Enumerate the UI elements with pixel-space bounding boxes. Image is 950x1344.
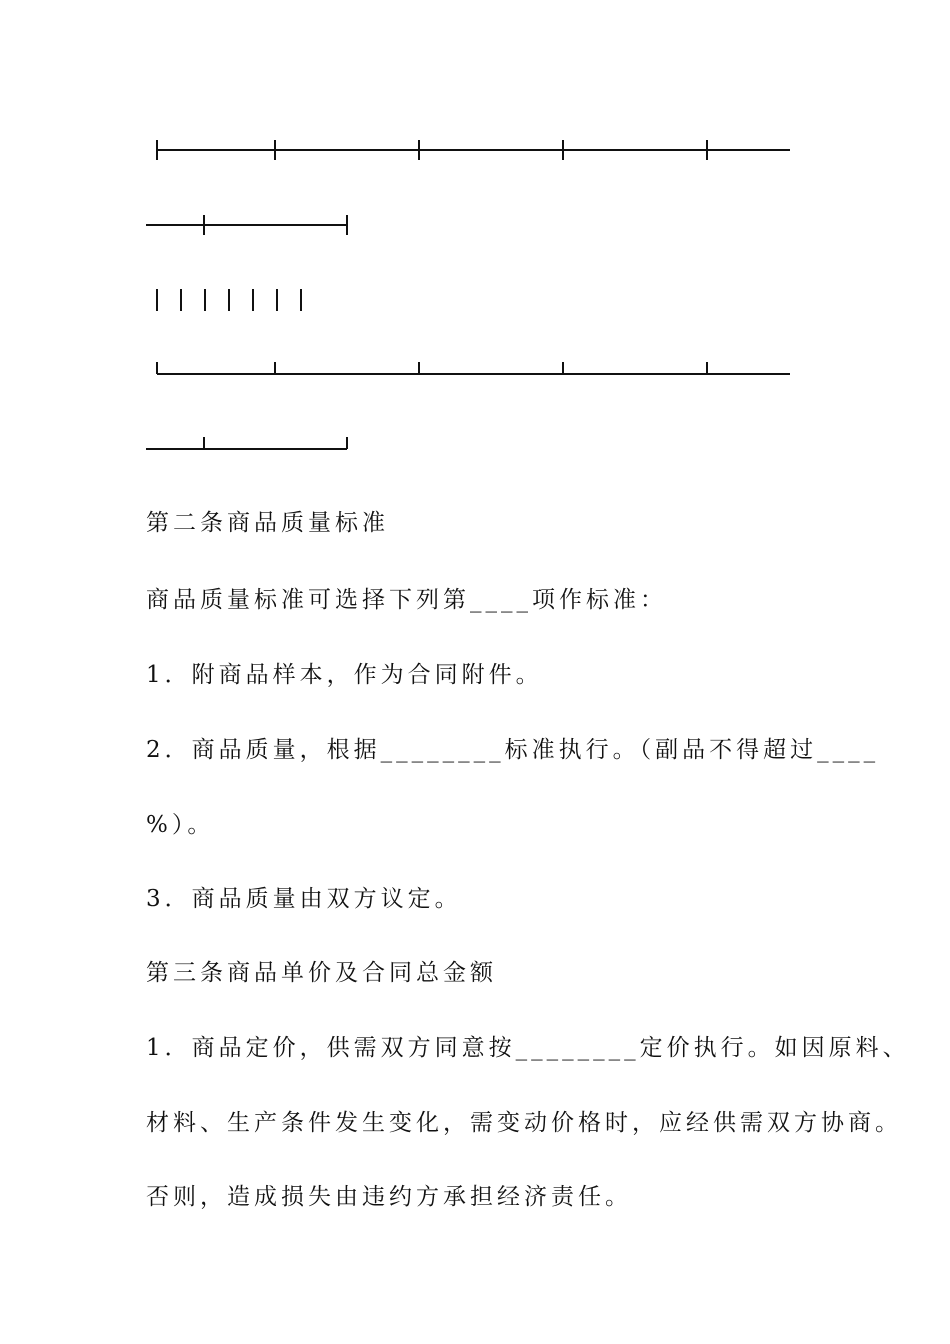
article-2-heading: 第二条商品质量标准 xyxy=(146,510,389,536)
article-3-heading: 第三条商品单价及合同总金额 xyxy=(146,960,497,986)
article-2-item-2-cont: %）。 xyxy=(146,812,215,838)
article-2-intro: 商品质量标准可选择下列第____项作标准： xyxy=(146,587,667,613)
article-3-item-1-cont: 材料、生产条件发生变化，需变动价格时，应经供需双方协商。 xyxy=(146,1110,902,1136)
article-2-item-3: 3．商品质量由双方议定。 xyxy=(146,886,462,912)
article-2-item-2: 2．商品质量，根据________标准执行。（副品不得超过____ xyxy=(146,737,880,763)
article-2-item-1: 1．附商品样本，作为合同附件。 xyxy=(146,662,543,688)
article-3-item-1-cont2: 否则，造成损失由违约方承担经济责任。 xyxy=(146,1184,632,1210)
table-border-art xyxy=(0,0,950,470)
article-3-item-1: 1．商品定价，供需双方同意按________定价执行。如因原料、 xyxy=(146,1035,910,1061)
